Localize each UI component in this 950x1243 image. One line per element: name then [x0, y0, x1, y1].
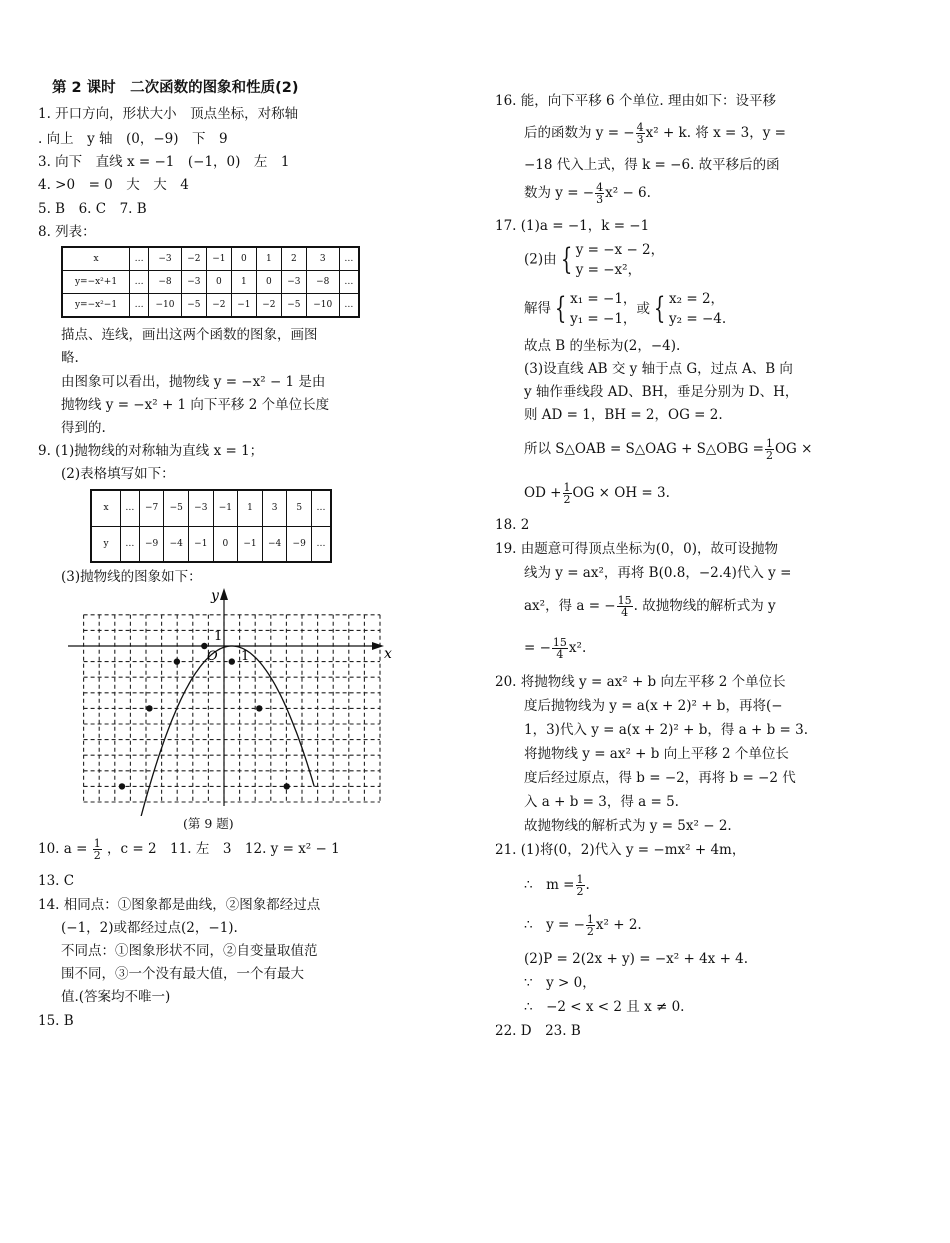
table-cell: 0 — [256, 271, 281, 294]
answer-9-part-3: (3)抛物线的图象如下： — [61, 569, 202, 585]
denominator: 3 — [596, 193, 604, 206]
table-cell: … — [121, 526, 140, 562]
answer-8-line-b: 略. — [61, 350, 79, 366]
answer-22-23: 22. D 23. B — [495, 1023, 581, 1039]
answer-10-prefix: 10. a = — [38, 841, 88, 857]
text: ∴ m = — [524, 877, 575, 893]
text: . 故抛物线的解析式为 y — [633, 598, 776, 614]
answer-8-line-d: 抛物线 y = −x² + 1 向下平移 2 个单位长度 — [61, 397, 330, 413]
answer-20-line-g: 故抛物线的解析式为 y = 5x² − 2. — [524, 818, 732, 834]
answer-20-line-a: 20. 将抛物线 y = ax² + b 向左平移 2 个单位长 — [495, 674, 786, 690]
data-point — [284, 783, 290, 789]
numerator: 15 — [552, 636, 567, 649]
table-header: … — [339, 247, 359, 271]
table-question-9 — [90, 489, 332, 563]
answer-20-line-d: 将抛物线 y = ax² + b 向上平移 2 个单位长 — [524, 746, 789, 762]
table-cell: 0 — [206, 271, 231, 294]
answer-8-line-a: 描点、连线，画出这两个函数的图象，画图 — [61, 327, 318, 343]
answer-19-line-b: 线为 y = ax²，再将 B(0.8，−2.4)代入 y = — [524, 565, 792, 581]
text: = − — [524, 640, 551, 656]
table-cell: −10 — [149, 294, 182, 318]
answer-14-line-a: 14. 相同点：①图象都是曲线，②图象都经过点 — [38, 897, 321, 913]
table-row — [62, 271, 359, 294]
text: ax²，得 a = − — [524, 598, 616, 614]
row-label: y=−x²−1 — [62, 294, 130, 318]
table-cell: −7 — [139, 490, 164, 526]
fraction — [93, 838, 102, 861]
numerator: 1 — [586, 913, 594, 926]
table-cell: … — [121, 490, 140, 526]
answer-9-part-2: (2)表格填写如下： — [61, 466, 175, 482]
table-cell: −1 — [213, 490, 238, 526]
table-cell: −1 — [238, 526, 263, 562]
answer-5-7: 5. B 6. C 7. B — [38, 201, 147, 217]
table-cell: −8 — [306, 271, 339, 294]
text: 所以 S△OAB = S△OAG + S△OBG = — [524, 441, 764, 457]
answer-15: 15. B — [38, 1013, 74, 1029]
equation: y = −x²， — [575, 262, 642, 278]
table-header: … — [130, 247, 149, 271]
equation: x₂ = 2， — [669, 291, 725, 307]
answer-3: 3. 向下 直线 x = −1 (−1，0) 左 1 — [38, 154, 290, 170]
fraction — [576, 874, 585, 897]
equation: y = −x − 2， — [575, 242, 665, 258]
table-cell: … — [339, 294, 359, 318]
table-cell: −10 — [306, 294, 339, 318]
numerator: 1 — [765, 437, 773, 450]
answer-16-line-a: 16. 能，向下平移 6 个单位. 理由如下：设平移 — [495, 93, 777, 109]
table-cell: … — [130, 294, 149, 318]
table-cell: −3 — [189, 490, 214, 526]
y-unit-label: 1 — [214, 629, 223, 644]
text: OG × — [774, 441, 813, 457]
table-cell: 1 — [231, 271, 256, 294]
numerator: 4 — [596, 181, 604, 194]
text: 后的函数为 y = − — [524, 125, 635, 141]
answer-16-line-d — [524, 180, 651, 206]
equation: y₁ = −1， — [570, 311, 637, 327]
answer-16-line-c: −18 代入上式，得 k = −6. 故平移后的函 — [524, 157, 780, 173]
fraction — [586, 914, 595, 937]
fraction — [636, 122, 645, 145]
answer-17-line-f: y 轴作垂线段 AD、BH，垂足分别为 D、H， — [524, 384, 799, 400]
answer-19-line-c — [524, 591, 776, 621]
answer-17-line-i — [524, 478, 670, 508]
row-label: x — [91, 490, 121, 526]
text: x² − 6. — [605, 185, 651, 201]
answer-14-line-c: 不同点：①图象形状不同，②自变量取值范 — [61, 943, 318, 959]
answer-17-line-h — [524, 434, 812, 464]
solution-b — [669, 289, 726, 329]
answer-18: 18. 2 — [495, 517, 530, 533]
table-question-8 — [61, 246, 360, 318]
table-cell: −5 — [181, 294, 206, 318]
table-cell: … — [130, 271, 149, 294]
row-label: y=−x²+1 — [62, 271, 130, 294]
answer-8-line-c: 由图象可以看出，抛物线 y = −x² − 1 是由 — [61, 374, 326, 390]
table-cell: −4 — [164, 526, 189, 562]
data-point — [256, 705, 262, 711]
table-header: −3 — [149, 247, 182, 271]
answer-4: 4. >0 = 0 大 大 4 — [38, 177, 189, 193]
table-cell: −4 — [262, 526, 287, 562]
table-cell: −5 — [164, 490, 189, 526]
table-cell: −1 — [189, 526, 214, 562]
table-row — [62, 247, 359, 271]
table-header: −1 — [206, 247, 231, 271]
data-point — [174, 658, 180, 664]
table-row — [62, 294, 359, 318]
table-header: 3 — [306, 247, 339, 271]
denominator: 4 — [621, 606, 629, 619]
numerator: 4 — [636, 121, 644, 134]
table-cell: 3 — [262, 490, 287, 526]
table-cell: −5 — [281, 294, 306, 318]
answer-13: 13. C — [38, 873, 75, 889]
answer-19-line-a: 19. 由题意可得顶点坐标为(0，0)，故可设抛物 — [495, 541, 778, 557]
numerator: 1 — [93, 837, 101, 850]
data-point — [119, 783, 125, 789]
answer-21-part-2: (2)P = 2(2x + y) = −x² + 4x + 4. — [524, 951, 749, 967]
fraction — [765, 438, 774, 461]
table-cell: −9 — [139, 526, 164, 562]
solution-a — [570, 289, 636, 329]
text: 解得 — [524, 300, 551, 317]
answer-20-line-c: 1，3)代入 y = a(x + 2)² + b，得 a + b = 3. — [524, 722, 809, 738]
text: . — [585, 877, 590, 893]
table-cell: −3 — [281, 271, 306, 294]
left-brace-icon: { — [554, 291, 567, 326]
table-cell: 5 — [287, 490, 312, 526]
denominator: 2 — [576, 885, 584, 898]
table-row — [91, 490, 331, 526]
origin-label: O — [207, 649, 218, 664]
table-header: 2 — [281, 247, 306, 271]
answer-21-line-e: ∵ y > 0， — [524, 975, 596, 991]
denominator: 4 — [556, 648, 564, 661]
answer-21-line-b — [524, 870, 590, 900]
answer-14-line-b: (−1，2)或都经过点(2，−1). — [61, 920, 238, 936]
table-cell: −1 — [231, 294, 256, 318]
answer-21-part-1: 21. (1)将(0，2)代入 y = −mx² + 4m， — [495, 842, 746, 858]
denominator: 3 — [636, 133, 644, 146]
figure-caption: (第 9 题) — [183, 816, 234, 831]
parabola-graph — [66, 584, 396, 816]
answer-10-12 — [38, 838, 340, 861]
table-header: x — [62, 247, 130, 271]
answer-17-line-g: 则 AD = 1，BH = 2，OG = 2. — [524, 407, 723, 423]
x-unit-label: 1 — [241, 649, 250, 664]
table-row — [91, 526, 331, 562]
text: ∴ y = − — [524, 917, 585, 933]
answer-17-part-1: 17. (1)a = −1，k = −1 — [495, 218, 650, 234]
fraction — [563, 482, 572, 505]
equation: y₂ = −4. — [669, 311, 727, 327]
table-header: 1 — [256, 247, 281, 271]
fraction — [595, 182, 604, 205]
text: OG × OH = 3. — [572, 485, 670, 501]
text: OD + — [524, 485, 562, 501]
table-cell: −2 — [206, 294, 231, 318]
answer-10-suffix: ，c = 2 11. 左 3 12. y = x² − 1 — [107, 841, 340, 857]
numerator: 15 — [617, 594, 632, 607]
denominator: 2 — [93, 849, 101, 862]
data-point — [229, 658, 235, 664]
answer-1: 1. 开口方向，形状大小 顶点坐标，对称轴 — [38, 106, 299, 122]
table-cell: −3 — [181, 271, 206, 294]
answer-14-line-e: 值.(答案均不唯一) — [61, 989, 171, 1005]
table-cell: 1 — [238, 490, 263, 526]
left-brace-icon: { — [560, 242, 572, 277]
numerator: 1 — [576, 873, 584, 886]
answer-9-part-1: 9. (1)抛物线的对称轴为直线 x = 1； — [38, 443, 264, 459]
text: x² + 2. — [595, 917, 642, 933]
denominator: 2 — [586, 925, 594, 938]
denominator: 2 — [563, 493, 571, 506]
answer-20-line-e: 度后经过原点，得 b = −2，再将 b = −2 代 — [524, 770, 796, 786]
text: 数为 y = − — [524, 185, 595, 201]
answer-20-line-b: 度后抛物线为 y = a(x + 2)² + b，再将(− — [524, 698, 783, 714]
text: x² + k. 将 x = 3，y = — [645, 125, 786, 141]
data-point — [146, 705, 152, 711]
y-axis-label: y — [211, 588, 219, 604]
answer-21-line-c — [524, 910, 642, 940]
table-cell: −2 — [256, 294, 281, 318]
equation-system — [576, 240, 664, 280]
answer-16-line-b — [524, 120, 786, 146]
answer-17-solution — [524, 289, 726, 329]
table-header: −2 — [181, 247, 206, 271]
left-brace-icon: { — [653, 291, 666, 326]
text: (2)由 — [524, 251, 557, 268]
answer-17-line-e: (3)设直线 AB 交 y 轴于点 G，过点 A、B 向 — [524, 361, 793, 377]
denominator: 2 — [765, 449, 773, 462]
numerator: 1 — [563, 481, 571, 494]
table-cell: −8 — [149, 271, 182, 294]
fraction — [617, 595, 633, 618]
table-cell: −9 — [287, 526, 312, 562]
answer-2: . 向上 y 轴 (0，−9) 下 9 — [38, 131, 228, 147]
table-cell: … — [311, 526, 331, 562]
table-cell: … — [311, 490, 331, 526]
answer-14-line-d: 围不同，③一个没有最大值，一个有最大 — [61, 966, 304, 982]
x-axis-label: x — [384, 646, 392, 662]
text: 或 — [636, 301, 650, 317]
page-title: 第 2 课时 二次函数的图象和性质(2) — [52, 80, 299, 96]
table-header: 0 — [231, 247, 256, 271]
answer-8-line-e: 得到的. — [61, 420, 106, 436]
answer-19-line-d — [524, 633, 586, 663]
answer-17-line-d: 故点 B 的坐标为(2，−4). — [524, 338, 681, 354]
table-cell: … — [339, 271, 359, 294]
answer-17-system — [524, 240, 664, 280]
equation: x₁ = −1， — [570, 291, 637, 307]
row-label: y — [91, 526, 121, 562]
text: x². — [568, 640, 587, 656]
answer-21-line-f: ∴ −2 < x < 2 且 x ≠ 0. — [524, 999, 685, 1015]
answer-8-label: 8. 列表： — [38, 224, 96, 240]
table-cell: 0 — [213, 526, 238, 562]
answer-20-line-f: 入 a + b = 3，得 a = 5. — [524, 794, 679, 810]
fraction — [552, 637, 568, 660]
